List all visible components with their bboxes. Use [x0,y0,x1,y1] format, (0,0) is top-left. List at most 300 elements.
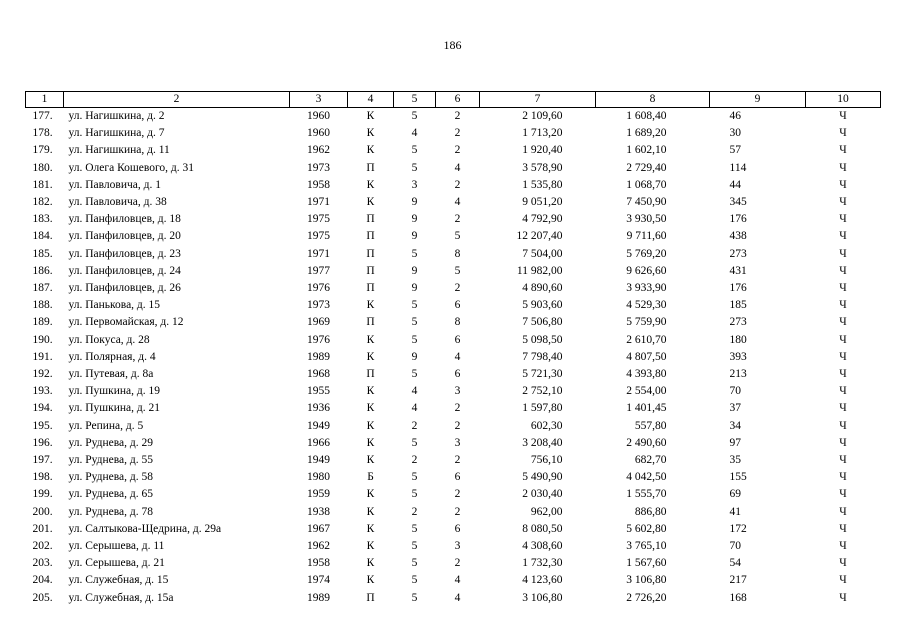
year-built: 1977 [307,264,330,277]
wall-material: П [366,282,375,295]
year-built: 1968 [307,368,330,381]
table-row [26,452,881,469]
total-area: 5 721,30 [522,368,563,381]
address: ул. Служебная, д. 15а [68,591,174,604]
entrances: 6 [454,333,461,346]
address: ул. Серышева, д. 21 [68,557,165,570]
floors: 5 [411,540,418,553]
residents: 393 [729,350,747,363]
table-row [26,590,881,607]
table-row [26,366,881,383]
floors: 2 [411,454,418,467]
year-built: 1962 [307,540,330,553]
floors: 5 [411,316,418,329]
ownership-type: Ч [839,161,847,174]
row-number: 200. [32,505,53,518]
address: ул. Серышева, д. 11 [68,540,165,553]
column-header: 9 [710,92,806,108]
living-area: 2 610,70 [626,333,667,346]
residents: 168 [729,591,747,604]
table-row [26,538,881,555]
entrances: 5 [454,264,461,277]
wall-material: К [366,333,375,346]
ownership-type: Ч [839,299,847,312]
entrances: 8 [454,247,461,260]
column-header: 2 [64,92,290,108]
ownership-type: Ч [839,488,847,501]
table-row [26,280,881,297]
building-registry-table [25,91,881,607]
living-area: 2 554,00 [626,385,667,398]
year-built: 1971 [307,196,330,209]
year-built: 1949 [307,454,330,467]
residents: 46 [729,110,741,122]
year-built: 1959 [307,488,330,501]
total-area: 5 903,60 [522,299,563,312]
total-area: 1 535,80 [522,178,563,191]
ownership-type: Ч [839,264,847,277]
row-number: 187. [32,282,53,295]
ownership-type: Ч [839,454,847,467]
address: ул. Руднева, д. 78 [68,505,153,518]
entrances: 4 [454,591,461,604]
total-area: 1 597,80 [522,402,563,415]
ownership-type: Ч [839,110,847,122]
total-area: 1 920,40 [522,144,563,157]
table-row [26,177,881,194]
year-built: 1973 [307,161,330,174]
year-built: 1949 [307,419,330,432]
row-number: 190. [32,333,53,346]
living-area: 4 042,50 [626,471,667,484]
living-area: 9 626,60 [626,264,667,277]
table-row [26,160,881,177]
residents: 213 [729,368,747,381]
wall-material: К [366,488,375,501]
wall-material: К [366,110,375,122]
row-number: 177. [32,110,53,122]
row-number: 199. [32,488,53,501]
total-area: 7 504,00 [522,247,563,260]
wall-material: К [366,419,375,432]
residents: 44 [729,178,741,191]
address: ул. Руднева, д. 55 [68,454,153,467]
ownership-type: Ч [839,368,847,381]
living-area: 1 555,70 [626,488,667,501]
floors: 9 [411,230,418,243]
residents: 185 [729,299,747,312]
residents: 217 [729,574,747,587]
total-area: 2 752,10 [522,385,563,398]
table-row [26,521,881,538]
residents: 41 [729,505,741,518]
living-area: 1 068,70 [626,178,667,191]
row-number: 188. [32,299,53,312]
floors: 5 [411,144,418,157]
year-built: 1975 [307,230,330,243]
entrances: 2 [454,557,461,570]
total-area: 4 308,60 [522,540,563,553]
entrances: 2 [454,402,461,415]
entrances: 4 [454,350,461,363]
entrances: 2 [454,178,461,191]
table-row [26,555,881,572]
entrances: 6 [454,471,461,484]
living-area: 2 729,40 [626,161,667,174]
address: ул. Путевая, д. 8а [68,368,154,381]
floors: 5 [411,591,418,604]
table-row [26,246,881,263]
table-row [26,349,881,366]
entrances: 3 [454,436,461,449]
total-area: 962,00 [530,505,563,518]
floors: 5 [411,247,418,260]
year-built: 1938 [307,505,330,518]
total-area: 7 798,40 [522,350,563,363]
residents: 69 [729,488,741,501]
table-row [26,194,881,211]
floors: 9 [411,196,418,209]
living-area: 5 602,80 [626,522,667,535]
address: ул. Пушкина, д. 21 [68,402,160,415]
living-area: 3 933,90 [626,282,667,295]
row-number: 196. [32,436,53,449]
entrances: 2 [454,488,461,501]
ownership-type: Ч [839,419,847,432]
wall-material: П [366,247,375,260]
table-row [26,469,881,486]
floors: 4 [411,127,418,140]
ownership-type: Ч [839,574,847,587]
wall-material: К [366,436,375,449]
header-row [26,92,881,108]
address: ул. Полярная, д. 4 [68,350,156,363]
address: ул. Панфиловцев, д. 23 [68,247,181,260]
table-row [26,332,881,349]
residents: 155 [729,471,747,484]
column-header: 10 [806,92,881,108]
residents: 34 [729,419,741,432]
column-header: 5 [394,92,436,108]
wall-material: П [366,591,375,604]
wall-material: П [366,368,375,381]
row-number: 185. [32,247,53,260]
entrances: 8 [454,316,461,329]
floors: 9 [411,350,418,363]
row-number: 203. [32,557,53,570]
row-number: 204. [32,574,53,587]
floors: 3 [411,178,418,191]
address: ул. Руднева, д. 58 [68,471,153,484]
entrances: 6 [454,522,461,535]
total-area: 7 506,80 [522,316,563,329]
wall-material: К [366,299,375,312]
entrances: 4 [454,574,461,587]
floors: 9 [411,264,418,277]
entrances: 5 [454,230,461,243]
address: ул. Нагишкина, д. 2 [68,110,165,122]
table-row [26,486,881,503]
address: ул. Пушкина, д. 19 [68,385,160,398]
floors: 5 [411,161,418,174]
living-area: 1 567,60 [626,557,667,570]
address: ул. Нагишкина, д. 7 [68,127,165,140]
floors: 2 [411,505,418,518]
row-number: 181. [32,178,53,191]
living-area: 2 726,20 [626,591,667,604]
living-area: 4 393,80 [626,368,667,381]
residents: 37 [729,402,741,415]
column-header: 1 [26,92,64,108]
living-area: 5 769,20 [626,247,667,260]
year-built: 1980 [307,471,330,484]
column-header: 7 [480,92,596,108]
ownership-type: Ч [839,144,847,157]
row-number: 191. [32,350,53,363]
residents: 35 [729,454,741,467]
entrances: 6 [454,299,461,312]
residents: 438 [729,230,747,243]
row-number: 201. [32,522,53,535]
wall-material: П [366,316,375,329]
living-area: 4 807,50 [626,350,667,363]
column-header: 6 [436,92,480,108]
wall-material: К [366,522,375,535]
total-area: 4 792,90 [522,213,563,226]
ownership-type: Ч [839,196,847,209]
page-number: 186 [443,38,462,52]
wall-material: К [366,127,375,140]
table-row [26,211,881,228]
address: ул. Первомайская, д. 12 [68,316,184,329]
ownership-type: Ч [839,385,847,398]
floors: 5 [411,574,418,587]
address: ул. Панфиловцев, д. 26 [68,282,181,295]
entrances: 3 [454,385,461,398]
ownership-type: Ч [839,540,847,553]
residents: 54 [729,557,741,570]
year-built: 1966 [307,436,330,449]
year-built: 1962 [307,144,330,157]
ownership-type: Ч [839,471,847,484]
year-built: 1976 [307,282,330,295]
address: ул. Покуса, д. 28 [68,333,150,346]
entrances: 2 [454,213,461,226]
address: ул. Панфиловцев, д. 18 [68,213,181,226]
wall-material: К [366,385,375,398]
total-area: 11 982,00 [516,264,563,277]
row-number: 178. [32,127,53,140]
entrances: 2 [454,419,461,432]
year-built: 1971 [307,247,330,260]
residents: 114 [729,161,747,174]
wall-material: П [366,230,375,243]
year-built: 1955 [307,385,330,398]
entrances: 2 [454,144,461,157]
wall-material: К [366,178,375,191]
total-area: 4 123,60 [522,574,563,587]
living-area: 1 401,45 [626,402,667,415]
year-built: 1969 [307,316,330,329]
year-built: 1989 [307,350,330,363]
total-area: 3 578,90 [522,161,563,174]
total-area: 2 109,60 [522,110,563,122]
floors: 9 [411,213,418,226]
living-area: 4 529,30 [626,299,667,312]
address: ул. Панькова, д. 15 [68,299,161,312]
residents: 273 [729,247,747,260]
column-header: 8 [596,92,710,108]
wall-material: К [366,557,375,570]
address: ул. Павловича, д. 38 [68,196,167,209]
table-row [26,572,881,589]
year-built: 1958 [307,557,330,570]
entrances: 3 [454,540,461,553]
entrances: 6 [454,368,461,381]
column-header: 4 [348,92,394,108]
year-built: 1976 [307,333,330,346]
ownership-type: Ч [839,127,847,140]
living-area: 1 602,10 [626,144,667,157]
floors: 5 [411,299,418,312]
address: ул. Олега Кошевого, д. 31 [68,161,195,174]
residents: 70 [729,540,741,553]
wall-material: К [366,144,375,157]
living-area: 7 450,90 [626,196,667,209]
living-area: 3 930,50 [626,213,667,226]
table-row [26,504,881,521]
year-built: 1936 [307,402,330,415]
residents: 176 [729,213,747,226]
row-number: 189. [32,316,53,329]
residents: 431 [729,264,747,277]
year-built: 1960 [307,110,330,122]
total-area: 1 732,30 [522,557,563,570]
wall-material: П [366,213,375,226]
wall-material: К [366,574,375,587]
table-row [26,400,881,417]
year-built: 1989 [307,591,330,604]
wall-material: К [366,454,375,467]
total-area: 4 890,60 [522,282,563,295]
ownership-type: Ч [839,230,847,243]
row-number: 179. [32,144,53,157]
residents: 176 [729,282,747,295]
wall-material: К [366,505,375,518]
address: ул. Павловича, д. 1 [68,178,161,191]
total-area: 756,10 [530,454,563,467]
wall-material: К [366,540,375,553]
living-area: 557,80 [634,419,667,432]
row-number: 183. [32,213,53,226]
floors: 2 [411,419,418,432]
living-area: 682,70 [634,454,667,467]
residents: 30 [729,127,741,140]
column-header: 3 [290,92,348,108]
address: ул. Служебная, д. 15 [68,574,169,587]
residents: 97 [729,436,741,449]
ownership-type: Ч [839,402,847,415]
total-area: 9 051,20 [522,196,563,209]
wall-material: П [366,264,375,277]
table-row [26,297,881,314]
entrances: 4 [454,196,461,209]
residents: 345 [729,196,747,209]
table-row [26,142,881,159]
entrances: 2 [454,505,461,518]
entrances: 2 [454,127,461,140]
ownership-type: Ч [839,282,847,295]
ownership-type: Ч [839,213,847,226]
year-built: 1960 [307,127,330,140]
table-row [26,418,881,435]
wall-material: К [366,402,375,415]
row-number: 197. [32,454,53,467]
floors: 5 [411,368,418,381]
ownership-type: Ч [839,505,847,518]
table-row [26,435,881,452]
wall-material: К [366,196,375,209]
residents: 172 [729,522,747,535]
year-built: 1973 [307,299,330,312]
row-number: 202. [32,540,53,553]
table-row [26,263,881,280]
entrances: 2 [454,454,461,467]
ownership-type: Ч [839,557,847,570]
address: ул. Салтыкова-Щедрина, д. 29а [68,522,222,535]
floors: 5 [411,471,418,484]
living-area: 3 765,10 [626,540,667,553]
year-built: 1975 [307,213,330,226]
residents: 273 [729,316,747,329]
floors: 5 [411,488,418,501]
ownership-type: Ч [839,591,847,604]
total-area: 5 490,90 [522,471,563,484]
living-area: 5 759,90 [626,316,667,329]
total-area: 2 030,40 [522,488,563,501]
total-area: 5 098,50 [522,333,563,346]
residents: 57 [729,144,741,157]
table-row [26,314,881,331]
year-built: 1974 [307,574,330,587]
table-row [26,108,881,126]
ownership-type: Ч [839,178,847,191]
row-number: 193. [32,385,53,398]
ownership-type: Ч [839,247,847,260]
address: ул. Руднева, д. 65 [68,488,153,501]
ownership-type: Ч [839,436,847,449]
wall-material: Б [367,471,374,484]
floors: 5 [411,436,418,449]
row-number: 184. [32,230,53,243]
total-area: 3 106,80 [522,591,563,604]
floors: 5 [411,333,418,346]
total-area: 3 208,40 [522,436,563,449]
living-area: 886,80 [634,505,667,518]
entrances: 2 [454,282,461,295]
row-number: 182. [32,196,53,209]
row-number: 192. [32,368,53,381]
row-number: 194. [32,402,53,415]
floors: 9 [411,282,418,295]
total-area: 1 713,20 [522,127,563,140]
total-area: 602,30 [530,419,563,432]
ownership-type: Ч [839,333,847,346]
living-area: 1 689,20 [626,127,667,140]
address: ул. Панфиловцев, д. 24 [68,264,181,277]
residents: 180 [729,333,747,346]
living-area: 2 490,60 [626,436,667,449]
